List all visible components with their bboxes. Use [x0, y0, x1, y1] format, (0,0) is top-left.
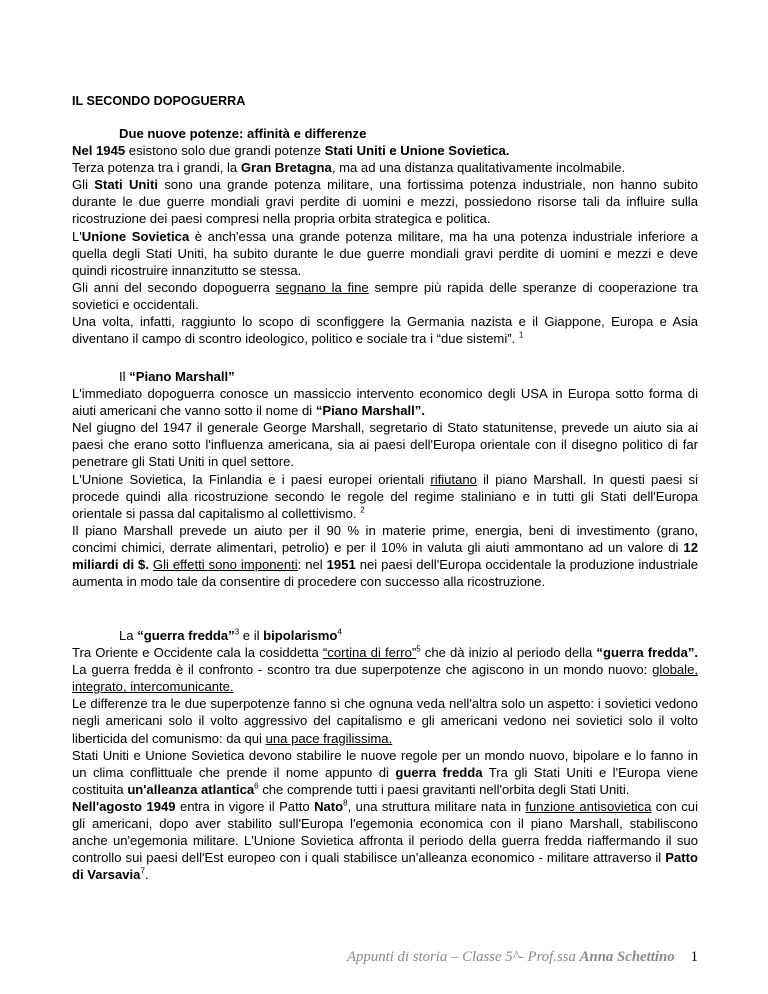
section-heading: Il “Piano Marshall” — [119, 369, 235, 384]
paragraph: Il piano Marshall prevede un aiuto per il 90 % in materie prime, energia, beni di investimento (grano, concimi chimici, derrate alimentari, petrolio) e per il 10% in valuta gli aiuti ammontano ad un valore di 12 miliardi di $. Gli effetti sono imponenti: nel 1951 nei paesi dell'Europa occidentale la produzione industriale aumenta in modo tale da consentire di procedere con successo alla ricostruzione. — [72, 522, 699, 590]
section-guerra-fredda — [72, 627, 698, 883]
paragraph: Gli Stati Uniti sono una grande potenza militare, una fortissima potenza industriale, non hanno subito durante le due guerre mondiali gravi perdite di uomini e mezzi, possiedono risorse tali da influire sulla ricostruzione dei paesi compresi nella propria orbita strategica e politica. — [72, 177, 698, 227]
paragraph: Una volta, infatti, raggiunto lo scopo di sconfiggere la Germania nazista e il Giappone, Europa e Asia diventano il campo di scontro ideologico, politico e sociale tra i “due sistemi”. $^1$ — [72, 314, 698, 347]
paragraph: L'Unione Sovietica è anch'essa una grande potenza militare, ma ha una potenza industriale inferiore a quella degli Stati Uniti, ha subito durante le due guerre mondiali gravi perdite di uomini e mezzi e deve quindi ricostruire innanzitutto se stessa. — [72, 228, 698, 278]
footnote-ref[interactable]: 5 — [416, 644, 421, 654]
paragraph: Stati Uniti e Unione Sovietica devono stabilire le nuove regole per un mondo nuovo, bipolare e lo fanno in un clima conflittuale che prende il nome appunto di guerra fredda Tra gli Stati Uniti e l'Europa viene costituita un'alleanza atlantica$^6$ che comprende tutti i paesi gravitanti nell'orbita degli Stati Uniti. — [72, 747, 699, 797]
footnote-ref[interactable]: 4 — [337, 627, 342, 637]
section-heading: Due nuove potenze: affinità e differenze — [119, 126, 367, 141]
paragraph: Gli anni del secondo dopoguerra segnano la fine sempre più rapida delle speranze di cooperazione tra sovietici e occidentali. — [72, 279, 698, 312]
document-title: IL SECONDO DOPOGUERRA — [72, 94, 246, 108]
paragraph: Nel giugno del 1947 il generale George Marshall, segretario di Stato statunitense, prevede un aiuto sia ai paesi che erano sotto l'influenza americana, sia ai paesi dell'Europa orientale con il disegno politico di far penetrare gli Stati Uniti in quel settore. — [72, 420, 698, 470]
section-due-nuove-potenze — [72, 125, 698, 347]
paragraph: Le differenze tra le due superpotenze fanno sì che ognuna veda nell'altra solo un aspetto: i sovietici vedono negli americani solo il volto aggressivo del capitalismo e gli americani vedono nei sovietici solo il volto liberticida del comunismo: da qui una pace fragilissima. — [72, 696, 698, 746]
page-footer — [347, 949, 698, 966]
footer-author: Anna Schettino — [579, 949, 675, 965]
paragraph: Nell'agosto 1949 entra in vigore il Patto Nato$^8$, una struttura militare nata in funzione antisovietica con cui gli americani, dopo aver stabilito sull'Europa l'egemonia economica con il piano Marshall, stabiliscono anche un'egemonia militare. L'Unione Sovietica affronta il periodo della guerra fredda riaffermando il suo controllo sui paesi dell'Est europeo con i quali stabilisce un'alleanza economico - militare attraverso il Patto di Varsavia$^7$. — [72, 798, 699, 883]
footnote-ref[interactable]: 2 — [360, 505, 365, 515]
paragraph: L'Unione Sovietica, la Finlandia e i paesi europei orientali rifiutano il piano Marshall. In questi paesi si procede quindi alla ricostruzione secondo le regole del regime staliniano e in tutti gli Stati dell'Europa orientale si passa dal capitalismo al collettivismo. $^2$ — [72, 471, 699, 521]
footnote-ref[interactable]: 3 — [234, 627, 240, 637]
section-heading: La “guerra fredda”$^3$ e il bipolarismo$^4$ — [119, 627, 342, 643]
footnote-ref[interactable]: 6 — [254, 781, 259, 791]
footnote-ref[interactable]: 8 — [343, 798, 348, 808]
page-number: 1 — [690, 949, 698, 965]
paragraph: Tra Oriente e Occidente cala la cosiddetta “cortina di ferro”$^5$ che dà inizio al periodo della “guerra fredda”. La guerra fredda è il confronto - scontro tra due superpotenze che agiscono in un mondo nuovo: globale, integrato, intercomunicante. — [72, 644, 699, 695]
footer-text: Appunti di storia – Classe 5^- Prof.ssa — [347, 949, 580, 965]
paragraph: Terza potenza tra i grandi, la Gran Bretagna, ma ad una distanza qualitativamente incolmabile. — [72, 160, 626, 176]
paragraph: Nel 1945 esistono solo due grandi potenze Stati Uniti e Unione Sovietica. — [72, 143, 510, 159]
footnote-ref[interactable]: 1 — [518, 330, 524, 340]
footnote-ref[interactable]: 7 — [140, 866, 145, 876]
section-piano-marshall — [72, 368, 698, 590]
paragraph: L'immediato dopoguerra conosce un massiccio intervento economico degli USA in Europa sotto forma di aiuti americani che vanno sotto il nome di “Piano Marshall”. — [72, 386, 698, 419]
